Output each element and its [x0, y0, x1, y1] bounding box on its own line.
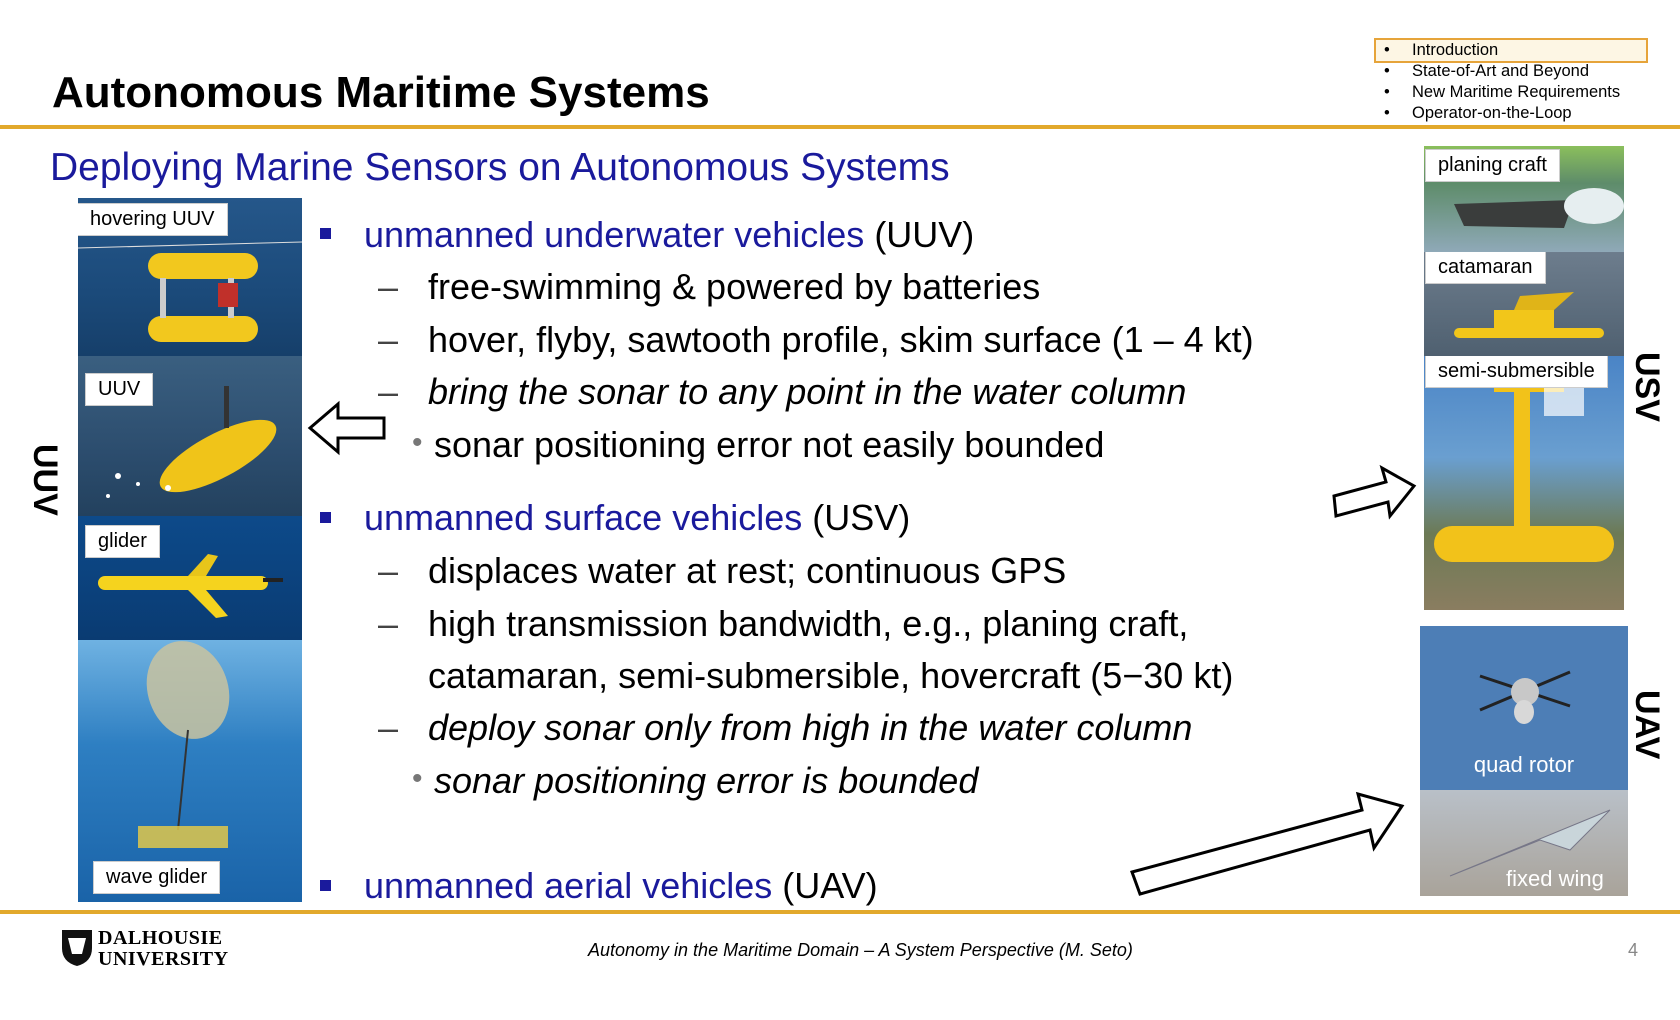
top-divider — [0, 125, 1680, 129]
uuv-sub-item: sonar positioning error not easily bounded — [434, 424, 1105, 465]
uav-side-label: UAV — [1628, 690, 1666, 760]
dash-marker: – — [378, 371, 399, 412]
sub-bullet-marker: • — [412, 426, 423, 459]
caption-quad-rotor: quad rotor — [1473, 752, 1575, 777]
uav-heading: unmanned aerial vehicles — [364, 865, 773, 906]
caption-glider: glider — [86, 526, 159, 557]
wave-glider-photo — [78, 640, 302, 902]
nav-item-label: Operator-on-the-Loop — [1412, 104, 1572, 122]
usv-item-2: high transmission bandwidth, e.g., planing craft, — [428, 603, 1189, 644]
slide-subtitle: Deploying Marine Sensors on Autonomous Systems — [50, 146, 950, 189]
nav-item-operator-on-the-loop[interactable]: • Operator-on-the-Loop — [1384, 104, 1572, 122]
caption-catamaran: catamaran — [1426, 252, 1545, 283]
catamaran-photo — [1424, 252, 1624, 356]
nav-item-maritime-requirements[interactable]: • New Maritime Requirements — [1384, 83, 1621, 101]
fixed-wing-photo — [1420, 790, 1628, 896]
caption-planing-craft: planing craft — [1426, 150, 1559, 181]
caption-uuv: UUV — [86, 374, 152, 405]
planing-craft-photo — [1424, 146, 1624, 252]
sub-bullet-marker: • — [412, 762, 423, 795]
nav-item-label: New Maritime Requirements — [1412, 83, 1621, 101]
uuv-side-label: UUV — [26, 444, 64, 516]
bottom-divider — [0, 910, 1680, 914]
slide-title: Autonomous Maritime Systems — [52, 68, 710, 117]
dalhousie-logo-text: DALHOUSIE UNIVERSITY — [98, 927, 229, 970]
dash-marker: – — [378, 603, 399, 644]
bullet-square-icon — [320, 880, 331, 891]
uuv-item-2: hover, flyby, sawtooth profile, skim surface (1 – 4 kt) — [428, 319, 1254, 360]
usv-item-1: displaces water at rest; continuous GPS — [428, 550, 1067, 591]
uuv-bullet — [364, 214, 974, 256]
uuv-abbr: (UUV) — [864, 214, 975, 255]
bullet-square-icon — [320, 228, 331, 239]
uuv-heading: unmanned underwater vehicles — [364, 214, 865, 255]
arrow-left-icon — [306, 400, 388, 456]
uuv-item-1: free-swimming & powered by batteries — [428, 266, 1041, 307]
semi-submersible-photo — [1424, 356, 1624, 610]
nav-item-label: Introduction — [1412, 41, 1499, 59]
arrow-uav-icon — [1128, 784, 1406, 900]
glider-photo — [78, 516, 302, 640]
nav-item-introduction[interactable]: • Introduction — [1376, 40, 1646, 61]
nav-item-state-of-art[interactable]: • State-of-Art and Beyond — [1384, 62, 1590, 80]
usv-sub-item: sonar positioning error is bounded — [434, 760, 979, 801]
dash-marker: – — [378, 707, 399, 748]
caption-semi-submersible: semi-submersible — [1426, 356, 1607, 387]
nav-item-label: State-of-Art and Beyond — [1412, 62, 1590, 80]
caption-wave-glider: wave glider — [94, 862, 219, 893]
usv-side-label: USV — [1628, 352, 1666, 422]
caption-hovering-uuv: hovering UUV — [78, 204, 227, 235]
footer-text: Autonomy in the Maritime Domain – A System Perspective (M. Seto) — [588, 940, 1133, 960]
usv-item-2-cont: catamaran, semi-submersible, hovercraft (5−30 kt) — [428, 655, 1234, 696]
uav-bullet — [364, 865, 878, 907]
dash-marker: – — [378, 319, 399, 360]
uav-abbr: (UAV) — [772, 865, 878, 906]
caption-fixed-wing: fixed wing — [1506, 866, 1604, 891]
usv-bullet — [364, 497, 910, 539]
dalhousie-crest-icon — [60, 928, 94, 968]
bullet-square-icon — [320, 512, 331, 523]
usv-heading: unmanned surface vehicles — [364, 497, 803, 538]
usv-item-3: deploy sonar only from high in the water column — [428, 707, 1193, 748]
section-nav — [1376, 40, 1646, 124]
page-number: 4 — [1628, 940, 1639, 960]
semi-submersible-image — [1424, 356, 1624, 610]
uuv-item-3: bring the sonar to any point in the water column — [428, 371, 1187, 412]
uuv-photo — [78, 356, 302, 516]
dash-marker: – — [378, 266, 399, 307]
quad-rotor-photo — [1420, 626, 1628, 790]
usv-abbr: (USV) — [802, 497, 911, 538]
dash-marker: – — [378, 550, 399, 591]
hovering-uuv-photo — [78, 198, 302, 356]
arrow-usv-icon — [1328, 460, 1418, 526]
